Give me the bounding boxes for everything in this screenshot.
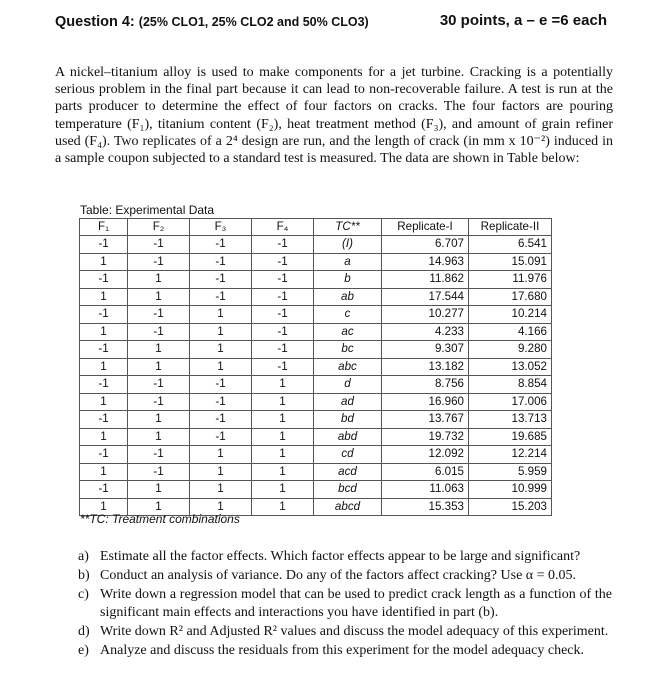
cell-f3: -1 — [190, 253, 252, 271]
cell-tc: cd — [314, 446, 382, 464]
table-row — [80, 236, 552, 254]
cell-f4: 1 — [252, 481, 314, 499]
table-row — [80, 428, 552, 446]
question-parts — [78, 548, 612, 661]
cell-f2: 1 — [128, 341, 190, 359]
cell-replicate-2: 12.214 — [469, 446, 552, 464]
cell-replicate-1: 10.277 — [382, 306, 469, 324]
experimental-data-table — [79, 218, 552, 516]
cell-f4: -1 — [252, 271, 314, 289]
cell-replicate-2: 13.713 — [469, 411, 552, 429]
cell-f1: -1 — [80, 341, 128, 359]
cell-f2: -1 — [128, 376, 190, 394]
cell-tc: b — [314, 271, 382, 289]
cell-f4: 1 — [252, 498, 314, 516]
cell-tc: bd — [314, 411, 382, 429]
cell-f4: -1 — [252, 341, 314, 359]
cell-tc: abc — [314, 358, 382, 376]
cell-f1: 1 — [80, 393, 128, 411]
cell-f2: -1 — [128, 306, 190, 324]
cell-replicate-1: 13.182 — [382, 358, 469, 376]
table-row — [80, 463, 552, 481]
table-row — [80, 358, 552, 376]
table-row — [80, 341, 552, 359]
cell-f2: -1 — [128, 253, 190, 271]
cell-f1: -1 — [80, 236, 128, 254]
cell-tc: (I) — [314, 236, 382, 254]
part-letter: a) — [78, 549, 89, 564]
cell-replicate-2: 5.959 — [469, 463, 552, 481]
cell-f3: -1 — [190, 411, 252, 429]
cell-f2: -1 — [128, 463, 190, 481]
cell-f2: -1 — [128, 236, 190, 254]
cell-tc: d — [314, 376, 382, 394]
cell-f1: 1 — [80, 463, 128, 481]
cell-tc: ab — [314, 288, 382, 306]
cell-f1: 1 — [80, 498, 128, 516]
cell-f2: 1 — [128, 498, 190, 516]
part-letter: b) — [78, 568, 90, 584]
cell-replicate-1: 11.862 — [382, 271, 469, 289]
cell-f1: -1 — [80, 481, 128, 499]
cell-tc: bc — [314, 341, 382, 359]
table-row — [80, 253, 552, 271]
cell-f3: 1 — [190, 463, 252, 481]
cell-replicate-2: 19.685 — [469, 428, 552, 446]
question-part — [78, 586, 612, 620]
cell-replicate-2: 13.052 — [469, 358, 552, 376]
cell-f1: 1 — [80, 323, 128, 341]
cell-f3: 1 — [190, 358, 252, 376]
cell-f2: 1 — [128, 411, 190, 429]
cell-f3: 1 — [190, 306, 252, 324]
cell-f3: 1 — [190, 498, 252, 516]
cell-replicate-1: 11.063 — [382, 481, 469, 499]
cell-replicate-2: 9.280 — [469, 341, 552, 359]
cell-replicate-2: 6.541 — [469, 236, 552, 254]
cell-tc: ad — [314, 393, 382, 411]
cell-f1: -1 — [80, 411, 128, 429]
part-text: Conduct an analysis of variance. Do any of the factors affect cracking? Use α = 0.05. — [100, 568, 577, 584]
cell-replicate-2: 10.214 — [469, 306, 552, 324]
cell-replicate-2: 17.006 — [469, 393, 552, 411]
points-text: 30 points, a – e =6 each — [439, 12, 607, 29]
question-part — [78, 548, 612, 565]
cell-replicate-1: 14.963 — [382, 253, 469, 271]
cell-f1: 1 — [80, 253, 128, 271]
table-footnote: **TC: Treatment combinations — [80, 512, 240, 526]
question-title — [55, 14, 369, 30]
cell-f2: 1 — [128, 428, 190, 446]
cell-replicate-2: 15.091 — [469, 253, 552, 271]
cell-replicate-2: 4.166 — [469, 323, 552, 341]
part-letter: d) — [78, 623, 90, 639]
table-row — [80, 481, 552, 499]
table-row — [80, 271, 552, 289]
cell-f4: -1 — [252, 236, 314, 254]
cell-replicate-1: 8.756 — [382, 376, 469, 394]
cell-f4: -1 — [252, 288, 314, 306]
cell-f3: -1 — [190, 288, 252, 306]
cell-f1: -1 — [80, 306, 128, 324]
table-row — [80, 323, 552, 341]
cell-f4: -1 — [252, 253, 314, 271]
cell-f2: -1 — [128, 446, 190, 464]
cell-f4: -1 — [252, 306, 314, 324]
table-caption: Table: Experimental Data — [80, 203, 215, 217]
cell-f3: 1 — [190, 481, 252, 499]
cell-tc: bcd — [314, 481, 382, 499]
cell-f4: 1 — [252, 411, 314, 429]
cell-f1: 1 — [80, 358, 128, 376]
cell-replicate-1: 13.767 — [382, 411, 469, 429]
question-header — [55, 12, 615, 34]
header-replicate-2: Replicate-II — [469, 219, 552, 236]
table-row — [80, 393, 552, 411]
cell-replicate-1: 19.732 — [382, 428, 469, 446]
cell-f4: 1 — [252, 393, 314, 411]
table-row — [80, 306, 552, 324]
cell-f2: -1 — [128, 323, 190, 341]
cell-f1: -1 — [80, 376, 128, 394]
cell-f3: -1 — [190, 428, 252, 446]
cell-tc: c — [314, 306, 382, 324]
question-part — [78, 623, 612, 640]
cell-f3: -1 — [190, 376, 252, 394]
part-text: Write down a regression model that can be used to predict crack length as a function of the significant main effects and interactions you have identified in part (b). — [100, 587, 612, 620]
cell-replicate-1: 17.544 — [382, 288, 469, 306]
table-body — [80, 236, 552, 516]
cell-tc: abcd — [314, 498, 382, 516]
cell-replicate-2: 8.854 — [469, 376, 552, 394]
cell-replicate-2: 15.203 — [469, 498, 552, 516]
cell-f1: 1 — [80, 288, 128, 306]
cell-replicate-1: 12.092 — [382, 446, 469, 464]
cell-f3: -1 — [190, 271, 252, 289]
cell-f3: 1 — [190, 446, 252, 464]
problem-statement: A nickel–titanium alloy is used to make components for a jet turbine. Cracking is a potentially serious problem in the final part because it can lead to non-recoverable failure. A test is run at the parts producer to determine the effect of four factors on cracks. The four factors are pouring temperature (F₁), titanium content (F₂), heat treatment method (F₃), and amount of grain refiner used (F₄). Two replicates of a 2⁴ design are run, and the length of crack (in mm x 10⁻²) induced in a sample coupon subjected to a standard test is measured. The data are shown in Table below: — [55, 65, 613, 167]
header-f4: F₄ — [252, 219, 314, 236]
cell-replicate-1: 15.353 — [382, 498, 469, 516]
cell-f1: -1 — [80, 271, 128, 289]
cell-f2: 1 — [128, 481, 190, 499]
cell-f3: -1 — [190, 393, 252, 411]
cell-f3: -1 — [190, 236, 252, 254]
header-f3: F₃ — [190, 219, 252, 236]
table-row — [80, 376, 552, 394]
header-replicate-1: Replicate-I — [382, 219, 469, 236]
cell-tc: abd — [314, 428, 382, 446]
cell-f2: -1 — [128, 393, 190, 411]
header-f2: F₂ — [128, 219, 190, 236]
cell-tc: acd — [314, 463, 382, 481]
cell-f3: 1 — [190, 323, 252, 341]
cell-f1: -1 — [80, 446, 128, 464]
cell-f4: 1 — [252, 376, 314, 394]
cell-tc: a — [314, 253, 382, 271]
header-tc: TC** — [314, 219, 382, 236]
header-f1: F₁ — [80, 219, 128, 236]
cell-replicate-1: 9.307 — [382, 341, 469, 359]
cell-replicate-1: 6.015 — [382, 463, 469, 481]
part-text: Analyze and discuss the residuals from this experiment for the model adequacy check. — [100, 643, 585, 659]
question-part — [78, 567, 612, 584]
cell-replicate-2: 17.680 — [469, 288, 552, 306]
cell-f3: 1 — [190, 341, 252, 359]
table-row — [80, 288, 552, 306]
cell-f4: -1 — [252, 323, 314, 341]
part-text: Write down R² and Adjusted R² values and discuss the model adequacy of this experiment. — [100, 623, 609, 639]
part-letter: e) — [78, 643, 89, 659]
cell-f2: 1 — [128, 358, 190, 376]
cell-f2: 1 — [128, 271, 190, 289]
cell-f4: 1 — [252, 428, 314, 446]
cell-f4: 1 — [252, 463, 314, 481]
part-text: Estimate all the factor effects. Which factor effects appear to be large and significant? — [100, 549, 581, 564]
cell-f4: -1 — [252, 358, 314, 376]
table-header-row — [80, 219, 552, 236]
clo-text: (25% CLO1, 25% CLO2 and 50% CLO3) — [138, 15, 369, 29]
table-row — [80, 411, 552, 429]
cell-f4: 1 — [252, 446, 314, 464]
table-row — [80, 446, 552, 464]
cell-replicate-1: 4.233 — [382, 323, 469, 341]
cell-tc: ac — [314, 323, 382, 341]
cell-replicate-1: 6.707 — [382, 236, 469, 254]
question-part — [78, 642, 612, 659]
cell-f1: 1 — [80, 428, 128, 446]
part-letter: c) — [78, 587, 89, 603]
cell-replicate-1: 16.960 — [382, 393, 469, 411]
cell-f2: 1 — [128, 288, 190, 306]
question-label: Question 4: — [55, 14, 135, 30]
cell-replicate-2: 10.999 — [469, 481, 552, 499]
cell-replicate-2: 11.976 — [469, 271, 552, 289]
